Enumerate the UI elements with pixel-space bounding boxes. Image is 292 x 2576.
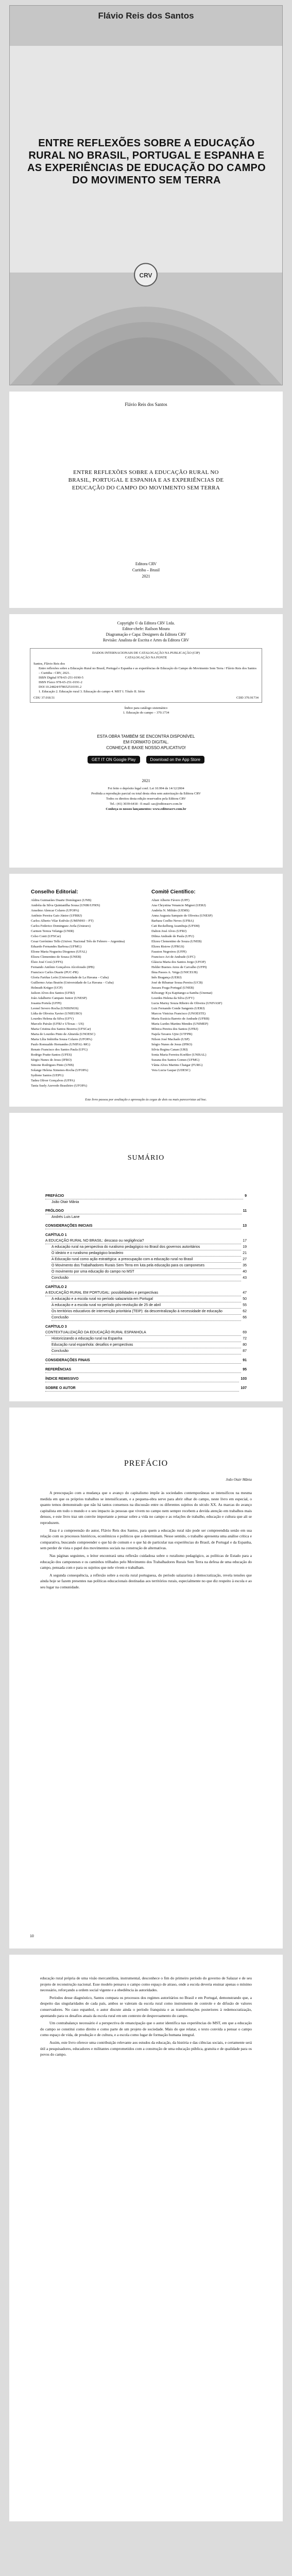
cip-cdd: CDD 370.91734 [236,696,259,700]
editorial-member: Francisco Carlos Duarte (PUC-PR) [31,971,78,974]
editorial-council-title: Conselho Editorial: [31,889,78,895]
copyright-line: Copyright © da Editora CRV Ltda. [117,621,175,625]
editorial-board-page [9,874,283,1107]
toc-entry-title: SOBRE O AUTOR [45,1385,239,1392]
toc-entry-title: Historicizando a educação rural na Espanha [51,1336,241,1342]
editorial-member: Lourdes Helena da Silva (UFV) [31,1017,74,1021]
editorial-member: Aldira Guimarães Duarte Domínguez (UNB) [31,899,92,902]
legal-line: Todos os direitos desta edição reservados pela Editora CRV [106,797,186,801]
editorial-member: Elione Maria Nogueira Diogenes (UFAL) [31,950,87,954]
toc-entry[interactable] [45,1193,247,1199]
toc-entry-page: 19 [243,1245,247,1249]
cover-title: ENTRE REFLEXÕES SOBRE A EDUCAÇÃO RURAL NO BRASIL, PORTUGAL E ESPANHA E AS EXPERIÊNCIAS DE EDUCAÇÃO DO CAMPO DO MOVIMENTO SEM TERRA [27,138,266,186]
toc-entry[interactable] [45,1336,247,1342]
editorial-member: Gloria Fariñas León (Universidade de La Havana – Cuba) [31,976,109,979]
toc-entry[interactable] [45,1296,247,1302]
editorial-member: Tadeu Oliver Gonçalves (UFPA) [31,1079,75,1082]
editorial-member: Josania Portela (UFPI) [31,1002,62,1005]
cip-cdu: CDU 37.018.51 [33,696,55,700]
preface-paragraph: Essa é a compreensão do autor, Flávio Reis dos Santos, para quem a educação rural não pode ser compreendida senão em sua relação com os processos históricos, econômicos e políticos que a determinam. Nesse sentido, o trabalho apresenta uma análise crítica e comparativa, buscando compreender o que há de comum e o que há de particular nas experiências do Brasil, de Portugal e da Espanha, sem perder de vista o papel dos movimentos sociais na construção de alternativas. [40,1528,252,1551]
copyright-line: Revisão: Analista de Escrita e Artes da Editora CRV [102,638,190,642]
cip-line: DOI 10.24824/978652510191.2 [39,685,82,689]
toc-entry[interactable] [45,1199,247,1205]
toc-entry[interactable] [45,1214,247,1220]
toc-entry-title: O movimento por uma educação do campo no MST [51,1269,241,1275]
legal-line: Proibida a reprodução parcial ou total desta obra sem autorização da Editora CRV [91,792,201,795]
editorial-member: Maria de Lourdes Pinto de Almeida (UNOESC) [31,1032,95,1036]
toc-entry-page: 43 [243,1276,247,1280]
toc-entry-page: 47 [243,1291,247,1295]
toc-entry-title: A educação e a escola rural no período pós-revolução de 25 de abril [51,1302,241,1309]
toc-entry[interactable] [45,1348,247,1354]
editorial-member: Cesar Gerónimo Tello (Univer. Nacional Três de Febrero – Argentina) [31,940,125,943]
cip-line: 1. Educação 2. Educação rural 3. Educação do campo 4. MST I. Título II. Série [39,690,145,693]
scientific-member: Elizeu Clementino de Souza (UNEB) [151,940,202,943]
toc-entry-page: 95 [243,1368,247,1371]
toc-entry-title: CAPÍTULO 2 [45,1285,67,1289]
editorial-member: Carlos Alberto Vilar Estêvão (UMINHO – PT) [31,919,94,923]
toc-entry-title: Conclusão [51,1315,241,1321]
editorial-member: Andréia da Silva Quintanilha Sousa (UNIR/UFRN) [31,904,100,907]
toc-entry-title: Os territórios educativos de intervenção prioritária (TEIP): da descentralização à necessidade de educação [51,1309,241,1315]
google-play-badge[interactable]: GET IT ON Google Play [88,756,140,764]
scientific-member: Elizeu Ristow (UFRGS) [151,945,184,948]
scientific-member: Dilma Andrade de Paula (UFU) [151,935,194,938]
toc-entry[interactable] [45,1208,247,1214]
continuation-page [9,1955,283,2521]
toc-entry-title: O Movimento dos Trabalhadores Rurais Sem Terra em luta pela educação para os camponeses [51,1263,241,1269]
copyright-line: Diagramação e Capa: Designers da Editora CRV [106,632,186,637]
cip-line: Entre reflexões sobre a Educação Rural no Brasil, Portugal e Espanha e as experiências de Educação do Campo do Movimento Sem Terra / Flávio Reis dos Santos – Curitiba : CRV, 2021. [39,667,257,675]
editorial-member: Sydione Santos (UEPG) [31,1074,64,1077]
editorial-member: Elizeu Clementino de Souza (UNEB) [31,955,81,959]
toc-entry-page: 17 [243,1239,247,1243]
scientific-member: Jussara Fraga Portugal (UNEB) [151,986,194,990]
toc-entry-page: 69 [243,1331,247,1334]
toc-entry-page: 62 [243,1310,247,1313]
editorial-member: Lídia de Oliveira Xavier (UNIEURO) [31,1012,82,1015]
preface-page [9,1408,283,1948]
toc-entry-page: 80 [243,1343,247,1347]
toc-entry-page: 21 [243,1251,247,1255]
toc-entry-page: 103 [241,1377,247,1381]
toc-entry[interactable] [45,1250,247,1257]
scientific-member: Fauston Negreiros (UFPI) [151,950,186,954]
scientific-member: Ana Chrystina Venancio Mignot (UERJ) [151,904,206,907]
toc-entry-page: 40 [243,1270,247,1274]
editorial-member: Leonel Severo Rocha (UNISINOS) [31,1007,79,1010]
scientific-member: Mônica Pereira dos Santos (UFRJ) [151,1027,198,1031]
toc-entry[interactable] [45,1309,247,1315]
continuation-paragraph: Assim, este livro oferece uma contribuição relevante aos estudos da educação, da história e das ciências sociais, e certamente será útil a pesquisadores, educadores e militantes comprometidos com a construção de uma educação pública, gratuita e de qualidade para os povos do campo. [40,2040,252,2057]
editorial-member: João Adalberto Campato Junior (UNESP) [31,996,87,1000]
toc-entry-title: PRÓLOGO [45,1208,242,1214]
toc-entry-page: 13 [243,1224,247,1228]
scientific-member: Marcos Vinicius Francisco (UNOESTE) [151,1012,206,1015]
editorial-member: Eduardo Fernandes Barbosa (UFMG) [31,945,82,948]
app-store-badges [9,754,283,764]
scientific-member: Vânia Alves Martins Chaigar (FURG) [151,1063,203,1067]
toc-entry-title: Conclusão [51,1348,241,1354]
toc-entry-page: 9 [245,1194,247,1198]
toc-entry[interactable] [45,1269,247,1275]
toc-entry-title: A educação rural na perspectiva do ruralismo pedagógico no Brasil dos governos autoritários [51,1244,241,1250]
toc-entry[interactable] [45,1302,247,1309]
editorial-member: Maria Lília Imbiriba Sousa Colares (UFOPA) [31,1038,92,1041]
scientific-member: Cati Reckelberg Azambuja (UFSM) [151,924,200,928]
half-title-title: ENTRE REFLEXÕES SOBRE A EDUCAÇÃO RURAL NO BRASIL, PORTUGAL E ESPANHA E AS EXPERIÊNCIAS DE EDUCAÇÃO DO CAMPO DO MOVIMENTO SEM TERRA [68,469,224,491]
continuation-paragraph: Períodos desse diagnóstico, Santos compara os processos dos regimes autoritários no Brasil e em Portugal, demonstrando que, a despeito das singularidades de cada país, ambos se valeram da escola rural como instrumento de controle e de difusão de valores conservadores. No caso espanhol, o autor discute ainda o período franquista e as transformações posteriores à redemocratização, apontando para os desafios atuais da escola rural em um contexto de despovoamento do campo. [40,1995,252,2018]
toc-entry[interactable] [45,1342,247,1348]
scientific-member: Suzana dos Santos Gomes (UFMG) [151,1058,200,1062]
continuation-paragraph: Um contrabalanço necessário é a perspectiva de emancipação que o autor identifica nas experiências do MST, em que a educação do campo se constitui como direito e como parte de um projeto de sociedade. Mais do que relatar, o texto convida a pensar o campo como espaço de vida, de produção e de cultura, e a escola como lugar de formação humana integral. [40,2021,252,2038]
toc-entry-title: A EDUCAÇÃO RURAL NO BRASIL: descaso ou negligência? [45,1238,241,1244]
digital-note: ESTA OBRA TAMBÉM SE ENCONTRA DISPONÍVEL [97,734,195,739]
preface-paragraph: A preocupação com a mudança que o avanço do capitalismo impõe às sociedades contemporâneas se intensificou na mesma medida em que os próprios trabalhos se intensificaram, e a pequena-obra serve para abrir olhar do campo, neste livro em especial, o quanto temos demonstrado que não há tantos consensos na discussão entre os diferentes sujeitos do século XX. As marcas do avanço capitalista em todo o mundo e o seu impacto às pessoas que vivem no campo nem sempre recebem a devida atenção em trabalhos mais densos, e este livro traz um convite importante a pensar sobre a vida no campo e as relações de trabalho, educação e cultura que ali se reproduzem. [40,1490,252,1525]
continuation-body [40,1975,252,2059]
toc-entry-title: O ideário e o ruralismo pedagógico brasileiro [51,1250,241,1257]
toc-page [9,1113,283,1401]
toc-entry[interactable] [45,1238,247,1244]
copyright-page [9,614,283,868]
half-title-publisher: Editora CRV [135,562,157,566]
editorial-member: Élsio José Corá (UFFS) [31,960,63,964]
toc-entry-page: 27 [243,1258,247,1261]
scientific-member: Altair Alberto Fávero (UPF) [151,899,190,902]
editorial-member: Guillermo Arias Beatón (Universidade de La Havana – Cuba) [31,981,114,985]
book-cover [9,5,283,385]
toc-entry-title: A educação e a escola rural no período salazarista em Portugal [51,1296,241,1302]
scientific-member: Lourdes Helena da Silva (UFV) [151,996,195,1000]
editorial-member: Marcelo Paixão (UFRJ e UTexas – US) [31,1022,84,1026]
editorial-member: Maria Cristina dos Santos Bezerra (UFSCar) [31,1027,91,1031]
toc-entry[interactable] [45,1315,247,1321]
toc-entry-title: CONSIDERAÇÕES FINAIS [45,1358,241,1364]
cip-sub: CATALOGAÇÃO NA FONTE [125,656,167,659]
toc-entry-page: 91 [243,1359,247,1362]
scientific-committee-title: Comitê Científico: [151,889,196,895]
toc-entry-title: Educação rural espanhola: desafios e perspectivas [51,1342,241,1348]
peer-review-note: Este livro passou por avaliação e aprovação às cegas de dois ou mais pareceristas ad hoc. [85,1098,207,1101]
scientific-committee-column [151,889,265,1073]
toc-entry[interactable] [45,1284,247,1290]
legal-line: Foi feito o depósito legal conf. Lei 10.994 de 14/12/2004 [108,787,184,790]
toc-entry[interactable] [45,1263,247,1269]
toc-entry-title: Conclusão [51,1275,241,1281]
scientific-member: Najela Tavares Ujiie (UTFPR) [151,1032,193,1036]
toc-entry-title: REFERÊNCIAS [45,1367,241,1373]
toc-entry-page: 50 [243,1297,247,1301]
cover-author: Flávio Reis dos Santos [98,11,194,21]
toc-entry[interactable] [45,1232,247,1238]
editorial-member: Simone Rodrigues Pinto (UNB) [31,1063,74,1067]
cip-line: ISBN Digital 978-65-251-0190-5 [39,676,84,680]
scientific-member: Andréia N. Militão (UEMS) [151,909,190,912]
scientific-member: Lucia Marisy Souza Ribeiro de Oliveira (UNIVASF) [151,1002,222,1005]
scientific-member: Dalton José Alves (UFRJ) [151,929,187,933]
copyright-year: 2021 [142,778,150,783]
scientific-member: Gláucia Maria dos Santos Jorge (UFOP) [151,960,206,964]
scientific-member: Luiz Fernando Conde Sangenis (UERJ) [151,1007,205,1010]
continuation-paragraph: educação rural própria de uma visão mercantilista, instrumental, desconhece o fim do primeiro período do governo de Salazar e de seu projeto de reconstrução nacional. Esse modelo pensava o campo como espaço de atraso, onde a escola deveria ensinar apenas o mínimo necessário, reforçando a ordem social vigente e a obediência às autoridades. [40,1976,252,1993]
legal-line: Conheça os nossos lançamentos: www.editoracrv.com.br [106,807,186,811]
toc-entry-page: 107 [241,1386,247,1390]
index-line: 1. Educação do campo – 370.1734 [123,711,169,715]
scientific-member: Silvia Regina Canan (URI) [151,1048,188,1052]
editorial-member: Jailson Alves dos Santos (UFRJ) [31,991,75,995]
copyright-line: Editor-chefe: Railson Moura [122,626,170,631]
editorial-council-column [31,889,144,1089]
toc-entry-page: 11 [243,1209,247,1213]
cover-arcs-graphic [10,248,282,385]
toc-entry[interactable] [45,1367,247,1373]
editorial-member: Anselmo Alencar Colares (UFOPA) [31,909,79,912]
toc-entry-page: 72 [243,1337,247,1341]
crv-logo-text: CRV [139,272,152,279]
scientific-member: Francisco Ari de Andrade (UFC) [151,955,196,959]
toc-entry-title: Andrés Luis Lane [51,1215,80,1219]
toc-entry[interactable] [45,1330,247,1336]
preface-byline: João Otair Mânia [226,1478,252,1482]
scientific-member: Ilma Passos A. Veiga (UNICEUB) [151,971,198,974]
preface-title: PREFÁCIO [124,1459,168,1468]
app-store-badge[interactable]: Download on the App Store [146,756,204,764]
editorial-member: Carlos Federico Dominguez Avila (Unieuro) [31,924,91,928]
editorial-member: Carmen Tereza Velanga (UNIR) [31,929,74,933]
toc-entry-title: CONTEXTUALIZAÇÃO DA EDUCAÇÃO RURAL ESPANHOLA [45,1330,241,1336]
editorial-member: Tania Suely Azevedo Brasileiro (UFOPA) [31,1084,88,1088]
editorial-member: Celso Conti (UFSCar) [31,935,61,938]
toc-entry[interactable] [45,1223,247,1229]
editorial-member: Renato Francisco dos Santos Paula (UFG) [31,1048,88,1052]
scientific-member: Barbara Coelho Neves (UFBA) [151,919,194,923]
toc-entry[interactable] [45,1290,247,1296]
scientific-member: José de Ribamar Sousa Pereira (UCB) [151,981,203,985]
preface-paragraph: A segunda consequência, a reflexão sobre a escola rural portuguesa, do período salazarista à democratização, revela tensões que ainda hoje se fazem presentes nas políticas educacionais destinadas aos territórios rurais, especialmente no que diz respeito à escola e ao seu lugar na comunidade. [40,1572,252,1589]
preface-body [40,1490,252,1592]
toc-entry[interactable] [45,1257,247,1263]
digital-note: EM FORMATO DIGITAL. [123,740,169,744]
toc-entry-title: ÍNDICE REMISSIVO [45,1376,239,1382]
cip-line: Santos, Flávio Reis dos [33,662,65,666]
editorial-member: Fernando Antônio Gonçalves Alcoforado (IPB) [31,965,95,969]
toc-entry[interactable] [45,1244,247,1250]
scientific-member: Maria Eurácia Barreto de Andrade (UFRB) [151,1017,210,1021]
toc-entry-title: CONSIDERAÇÕES INICIAIS [45,1223,241,1229]
toc-entry[interactable] [45,1324,247,1330]
toc-entry-title: A Educação rural como ação estratégica: a preocupação com a educação rural no Brasil [51,1257,241,1263]
scientific-member: Maria Lurdes Martins Mendes (UNIMEP) [151,1022,209,1026]
page-number: 10 [30,1935,34,1938]
cip-head: DADOS INTERNACIONAIS DE CATALOGAÇÃO NA PUBLICAÇÃO (CIP) [92,651,200,655]
editorial-member: Solange Helena Ximenes-Rocha (UFOPA) [31,1069,89,1072]
editorial-member: Helmuth Krüger (UCP) [31,986,63,990]
index-head: Índice para catálogo sistemático [124,706,168,710]
scientific-member: Sonia Maria Ferreira Koehler (UNISAL) [151,1053,207,1057]
legal-line: Tel.: (41) 3039-6418 - E-mail: sac@editoracrv.com.br [110,802,182,806]
half-title-author: Flávio Reis dos Santos [125,402,167,407]
scientific-member: Nilson José Machado (USP) [151,1038,190,1041]
toc-entry-page: 87 [243,1349,247,1353]
toc-entry-title: A EDUCAÇÃO RURAL EM PORTUGAL: possibilidades e perspectivas [45,1290,241,1296]
toc-entry-title: CAPÍTULO 3 [45,1325,67,1329]
digital-note: CONHEÇA E BAIXE NOSSO APLICATIVO! [106,745,186,750]
toc-entry-page: 55 [243,1303,247,1307]
scientific-member: Vera Lucia Gaspar (UDESC) [151,1069,191,1072]
toc-entry[interactable] [45,1376,247,1382]
editorial-member: Antônio Pereira Gaio Júnior (UFRRJ) [31,914,82,918]
toc-entry-page: 35 [243,1264,247,1267]
toc-title: SUMÁRIO [127,1154,165,1162]
scientific-member: Anna Augusta Sampaio de Oliveira (UNESP) [151,914,213,918]
toc-entry[interactable] [45,1385,247,1392]
scientific-member: Sérgio Nunes de Jesus (IFRO) [151,1043,192,1046]
toc-entry-title: João Otair Mânia [51,1200,79,1204]
half-title-year: 2021 [142,574,150,579]
toc-entry-title: PREFÁCIO [45,1193,243,1199]
half-title-page [9,392,283,608]
editorial-member: Rodrigo Pratte-Santos (UFES) [31,1053,72,1057]
toc-entry-page: 66 [243,1316,247,1319]
editorial-member: Sérgio Nunes de Jesus (IFRO) [31,1058,72,1062]
preface-paragraph: Nas páginas seguintes, o leitor encontrará uma reflexão cuidadosa sobre o ruralismo pedagógico, as políticas de Estado para a educação dos camponeses e os caminhos trilhados pelo Movimento dos Trabalhadores Rurais Sem Terra na defesa de uma educação do campo, pensada com e para os sujeitos que nele vivem e trabalham. [40,1553,252,1570]
editorial-member: Paulo Romualdo Hernandes (UNIFAL-MG) [31,1043,90,1046]
scientific-member: Kilwangy Kya Kapitango-a-Samba (Unemat) [151,991,213,995]
toc-entry-title: CAPÍTULO 1 [45,1233,67,1237]
toc-entry[interactable] [45,1358,247,1364]
toc-list [45,1190,247,1392]
toc-entry[interactable] [45,1275,247,1281]
half-title-city: Curitiba – Brasil [132,568,160,572]
cip-line: ISBN Físico 978-65-251-0191-2 [39,681,82,684]
cip-catalog-box [30,648,262,703]
scientific-member: Inês Bragança (UERJ) [151,976,182,979]
scientific-member: Helder Buenos Aires de Carvalho (UFPI) [151,965,207,969]
